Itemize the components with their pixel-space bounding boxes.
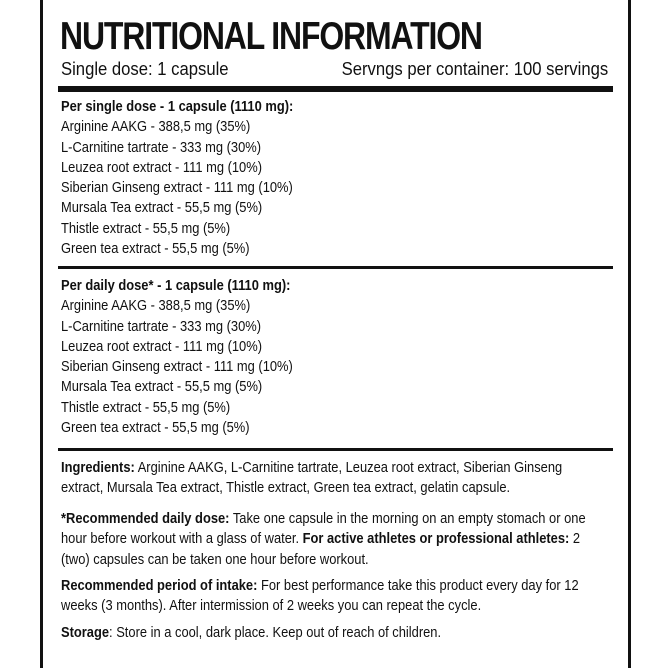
single-dose-item: Mursala Tea extract - 55,5 mg (5%) — [61, 199, 263, 217]
daily-dose-section — [61, 276, 293, 438]
recommended-dose-text: Take one capsule in the morning on an empty stomach or one hour before workout with a glass of water. — [61, 510, 586, 548]
daily-dose-item: Thistle extract - 55,5 mg (5%) — [61, 398, 231, 416]
single-dose-item: Thistle extract - 55,5 mg (5%) — [61, 219, 231, 237]
daily-dose-item: Green tea extract - 55,5 mg (5%) — [61, 419, 250, 437]
single-dose-item: Leuzea root extract - 111 mg (10%) — [61, 158, 263, 176]
single-dose-section — [61, 97, 293, 259]
intake-period-paragraph — [61, 576, 594, 617]
single-dose-item: Siberian Ginseng extract - 111 mg (10%) — [61, 179, 293, 197]
athletes-text: 2 (two) capsules can be taken one hour before workout. — [61, 530, 581, 568]
storage-label: Storage — [61, 624, 110, 641]
storage-text: : Store in a cool, dark place. Keep out of reach of children. — [109, 624, 442, 641]
divider-thick — [58, 86, 613, 92]
daily-dose-item: Arginine AAKG - 388,5 mg (35%) — [61, 297, 251, 315]
single-dose-item: Green tea extract - 55,5 mg (5%) — [61, 240, 250, 258]
ingredients-label: Ingredients: — [61, 459, 135, 476]
ingredients-text: Arginine AAKG, L-Carnitine tartrate, Leuzea root extract, Siberian Ginseng extract, Mursala Tea extract, Thistle extract, Green tea extract, gelatin capsule. — [61, 459, 563, 497]
intake-period-text: For best performance take this product every day for 12 weeks (3 months). After intermission of 2 weeks you can repeat the cycle. — [61, 577, 579, 615]
daily-dose-heading: Per daily dose* - 1 capsule (1110 mg): — [61, 277, 291, 294]
recommended-dose-label: *Recommended daily dose: — [61, 510, 230, 527]
recommended-dose-paragraph — [61, 509, 594, 570]
label-title: NUTRITIONAL INFORMATION — [60, 15, 482, 58]
intake-period-label: Recommended period of intake: — [61, 577, 258, 594]
athletes-label: For active athletes or professional athletes: — [302, 530, 570, 548]
single-dose-item: L-Carnitine tartrate - 333 mg (30%) — [61, 138, 262, 156]
servings-text: Servngs per container: 100 servings — [341, 58, 608, 79]
ingredients-paragraph — [61, 458, 594, 499]
divider — [58, 448, 613, 451]
single-dose-heading: Per single dose - 1 capsule (1110 mg): — [61, 98, 294, 115]
daily-dose-item: Mursala Tea extract - 55,5 mg (5%) — [61, 378, 263, 396]
nutrition-label — [40, 0, 631, 668]
daily-dose-item: L-Carnitine tartrate - 333 mg (30%) — [61, 317, 262, 335]
single-dose-text: Single dose: 1 capsule — [61, 58, 229, 79]
storage-paragraph — [61, 623, 594, 643]
single-dose-item: Arginine AAKG - 388,5 mg (35%) — [61, 118, 251, 136]
daily-dose-item: Leuzea root extract - 111 mg (10%) — [61, 337, 263, 355]
divider — [58, 266, 613, 269]
daily-dose-item: Siberian Ginseng extract - 111 mg (10%) — [61, 358, 293, 376]
